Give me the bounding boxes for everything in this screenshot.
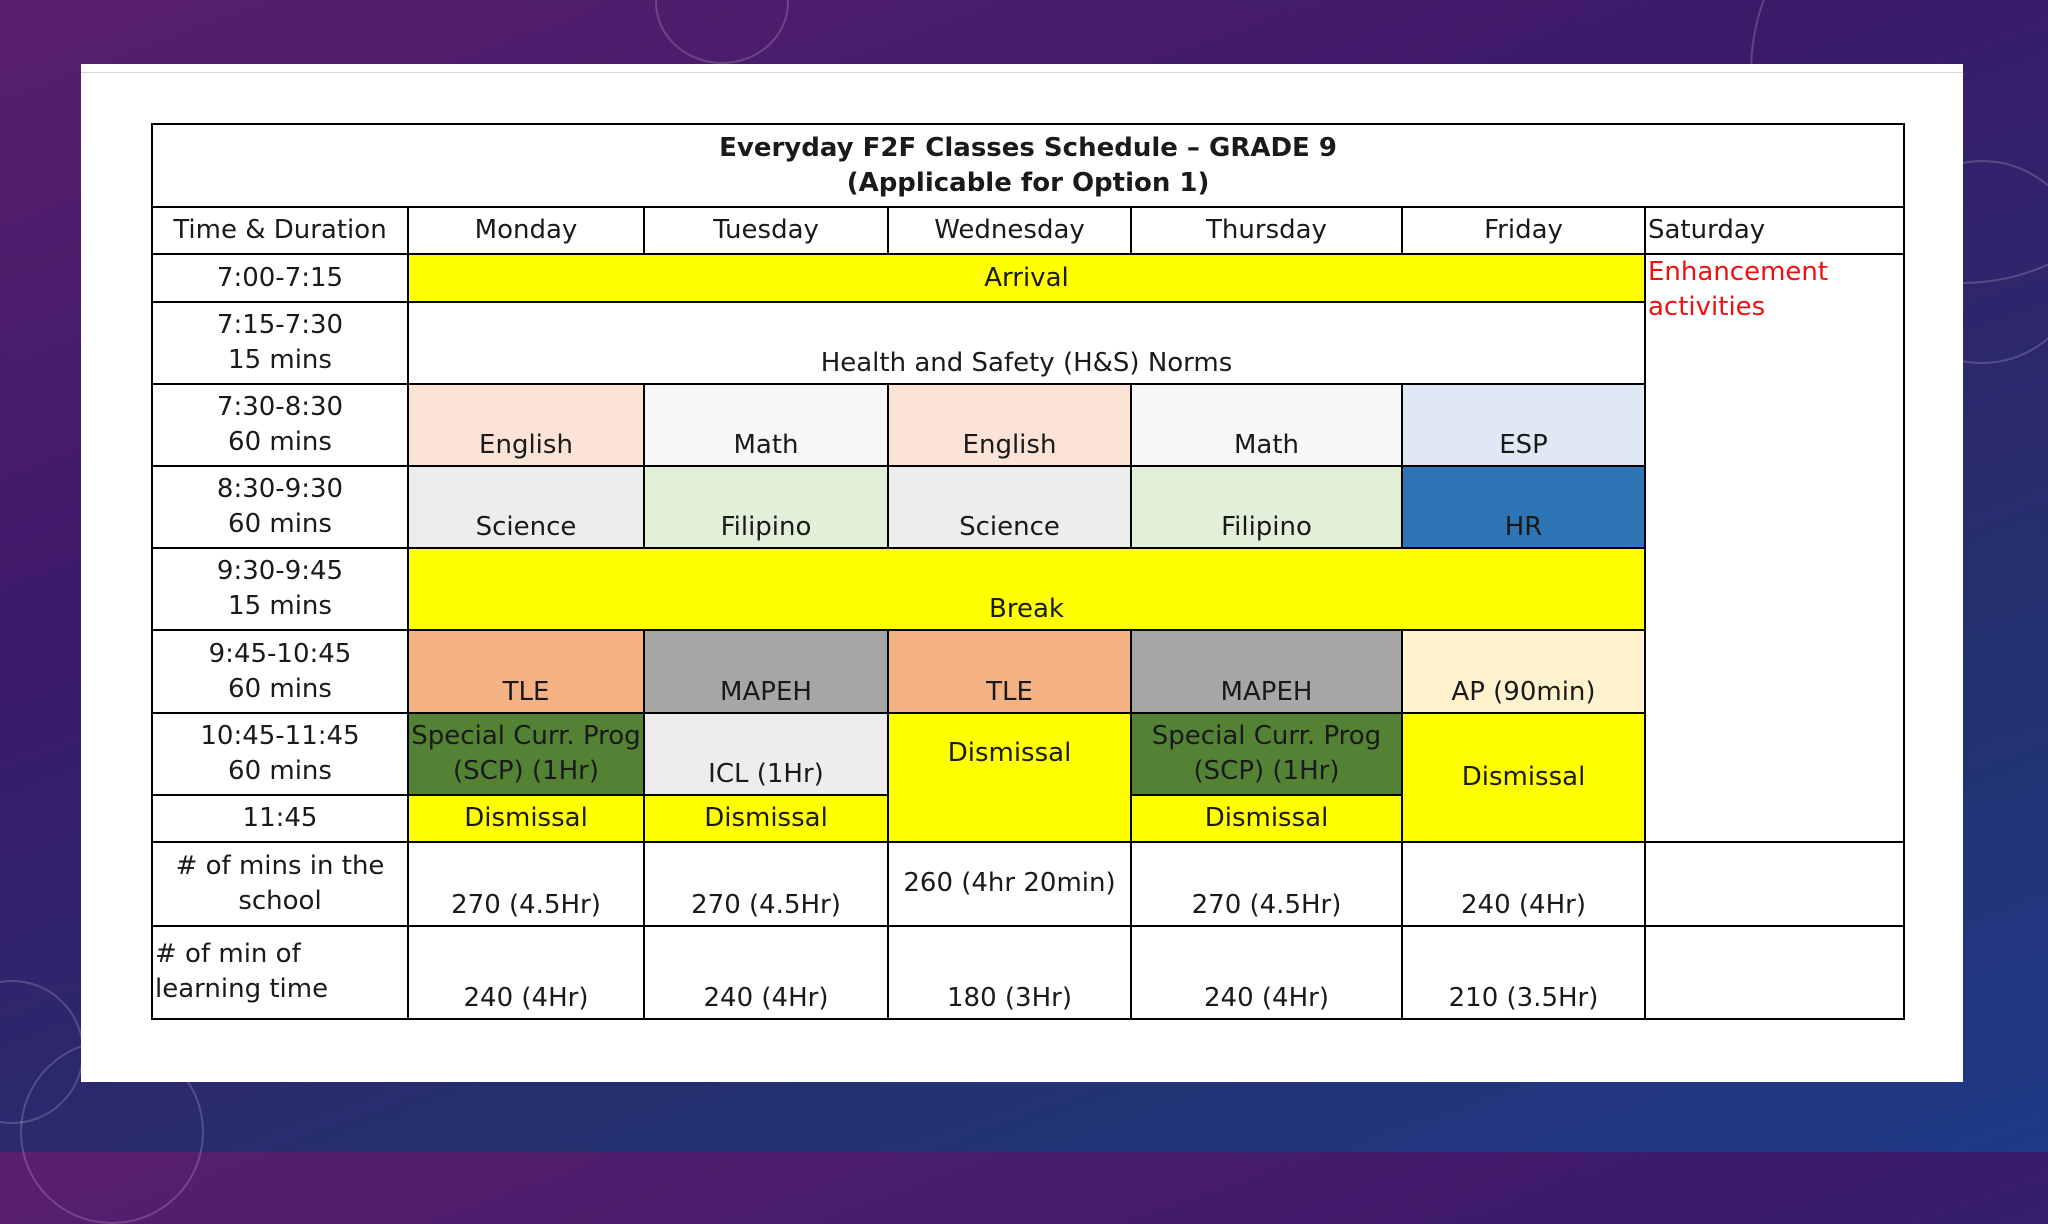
summary-label: # of mins in the school — [152, 842, 408, 926]
summary-value-monday: 240 (4Hr) — [408, 926, 644, 1019]
subject-cell-friday: AP (90min) — [1402, 630, 1645, 712]
summary-value-wednesday: 260 (4hr 20min) — [888, 842, 1131, 926]
arrival-cell: Arrival — [408, 254, 1645, 302]
summary-value-thursday: 240 (4Hr) — [1131, 926, 1402, 1019]
subject-cell-tuesday: Filipino — [644, 466, 888, 548]
subject-cell-tuesday: Math — [644, 384, 888, 466]
time-range: 7:15-7:30 — [216, 310, 344, 341]
subject-cell-friday: ESP — [1402, 384, 1645, 466]
dismissal-cell-tuesday: Dismissal — [644, 795, 888, 842]
time-cell: 11:45 — [152, 795, 408, 842]
summary-label: # of min of learning time — [152, 926, 408, 1019]
saturday-empty-cell — [1645, 926, 1904, 1019]
table-row — [152, 713, 1904, 795]
dismissal-cell-thursday: Dismissal — [1131, 795, 1402, 842]
title-line-1: Everyday F2F Classes Schedule – GRADE 9 — [719, 132, 1337, 163]
summary-value-friday: 210 (3.5Hr) — [1402, 926, 1645, 1019]
subject-cell-thursday: Math — [1131, 384, 1402, 466]
time-cell — [152, 548, 408, 630]
summary-value-wednesday: 180 (3Hr) — [888, 926, 1131, 1019]
saturday-empty-cell — [1645, 842, 1904, 926]
header-thursday: Thursday — [1131, 207, 1402, 254]
subject-cell-thursday: MAPEH — [1131, 630, 1402, 712]
table-row — [152, 548, 1904, 630]
table-title — [152, 124, 1904, 207]
header-tuesday: Tuesday — [644, 207, 888, 254]
time-range: 9:45-10:45 — [208, 638, 352, 669]
header-saturday: Saturday — [1645, 207, 1904, 254]
header-monday: Monday — [408, 207, 644, 254]
subject-cell-thursday: Filipino — [1131, 466, 1402, 548]
time-range: 9:30-9:45 — [216, 556, 344, 587]
time-duration: 15 mins — [228, 345, 332, 376]
time-duration: 60 mins — [228, 509, 332, 540]
subject-cell-wednesday: English — [888, 384, 1131, 466]
summary-row-school — [152, 842, 1904, 926]
summary-value-tuesday: 270 (4.5Hr) — [644, 842, 888, 926]
decor-ring — [655, 0, 789, 64]
header-row — [152, 207, 1904, 254]
time-range: 10:45-11:45 — [200, 720, 360, 751]
subject-cell-monday: English — [408, 384, 644, 466]
time-duration: 15 mins — [228, 591, 332, 622]
subject-cell-tuesday: MAPEH — [644, 630, 888, 712]
time-duration: 60 mins — [228, 673, 332, 704]
dismissal-cell-friday: Dismissal — [1402, 713, 1645, 842]
subject-cell-friday: HR — [1402, 466, 1645, 548]
scp-cell-thursday: Special Curr. Prog (SCP) (1Hr) — [1131, 713, 1402, 795]
slide-divider — [81, 72, 1963, 73]
subject-cell-monday: TLE — [408, 630, 644, 712]
summary-value-monday: 270 (4.5Hr) — [408, 842, 644, 926]
summary-value-thursday: 270 (4.5Hr) — [1131, 842, 1402, 926]
time-cell — [152, 384, 408, 466]
title-line-2: (Applicable for Option 1) — [846, 167, 1210, 198]
subject-cell-monday: Science — [408, 466, 644, 548]
time-range: 7:30-8:30 — [216, 392, 344, 423]
scp-cell-monday: Special Curr. Prog (SCP) (1Hr) — [408, 713, 644, 795]
header-wednesday: Wednesday — [888, 207, 1131, 254]
summary-value-tuesday: 240 (4Hr) — [644, 926, 888, 1019]
saturday-enhancement: Enhancement activities — [1645, 254, 1904, 842]
schedule-table — [151, 123, 1905, 1020]
table-row — [152, 302, 1904, 384]
time-cell — [152, 630, 408, 712]
title-row — [152, 124, 1904, 207]
time-cell — [152, 466, 408, 548]
table-row — [152, 384, 1904, 466]
time-duration: 60 mins — [228, 427, 332, 458]
summary-row-learning — [152, 926, 1904, 1019]
table-row — [152, 466, 1904, 548]
subject-cell-wednesday: TLE — [888, 630, 1131, 712]
dismissal-cell-wednesday: Dismissal — [888, 713, 1131, 842]
subject-cell-wednesday: Science — [888, 466, 1131, 548]
header-friday: Friday — [1402, 207, 1645, 254]
table-row — [152, 254, 1904, 302]
time-cell — [152, 713, 408, 795]
slide-canvas — [81, 64, 1963, 1082]
summary-value-friday: 240 (4Hr) — [1402, 842, 1645, 926]
health-safety-cell: Health and Safety (H&S) Norms — [408, 302, 1645, 384]
header-time: Time & Duration — [152, 207, 408, 254]
time-cell: 7:00-7:15 — [152, 254, 408, 302]
time-range: 8:30-9:30 — [216, 474, 344, 505]
dismissal-cell-monday: Dismissal — [408, 795, 644, 842]
icl-cell-tuesday: ICL (1Hr) — [644, 713, 888, 795]
break-cell: Break — [408, 548, 1645, 630]
time-duration: 60 mins — [228, 755, 332, 786]
time-cell — [152, 302, 408, 384]
table-row — [152, 630, 1904, 712]
